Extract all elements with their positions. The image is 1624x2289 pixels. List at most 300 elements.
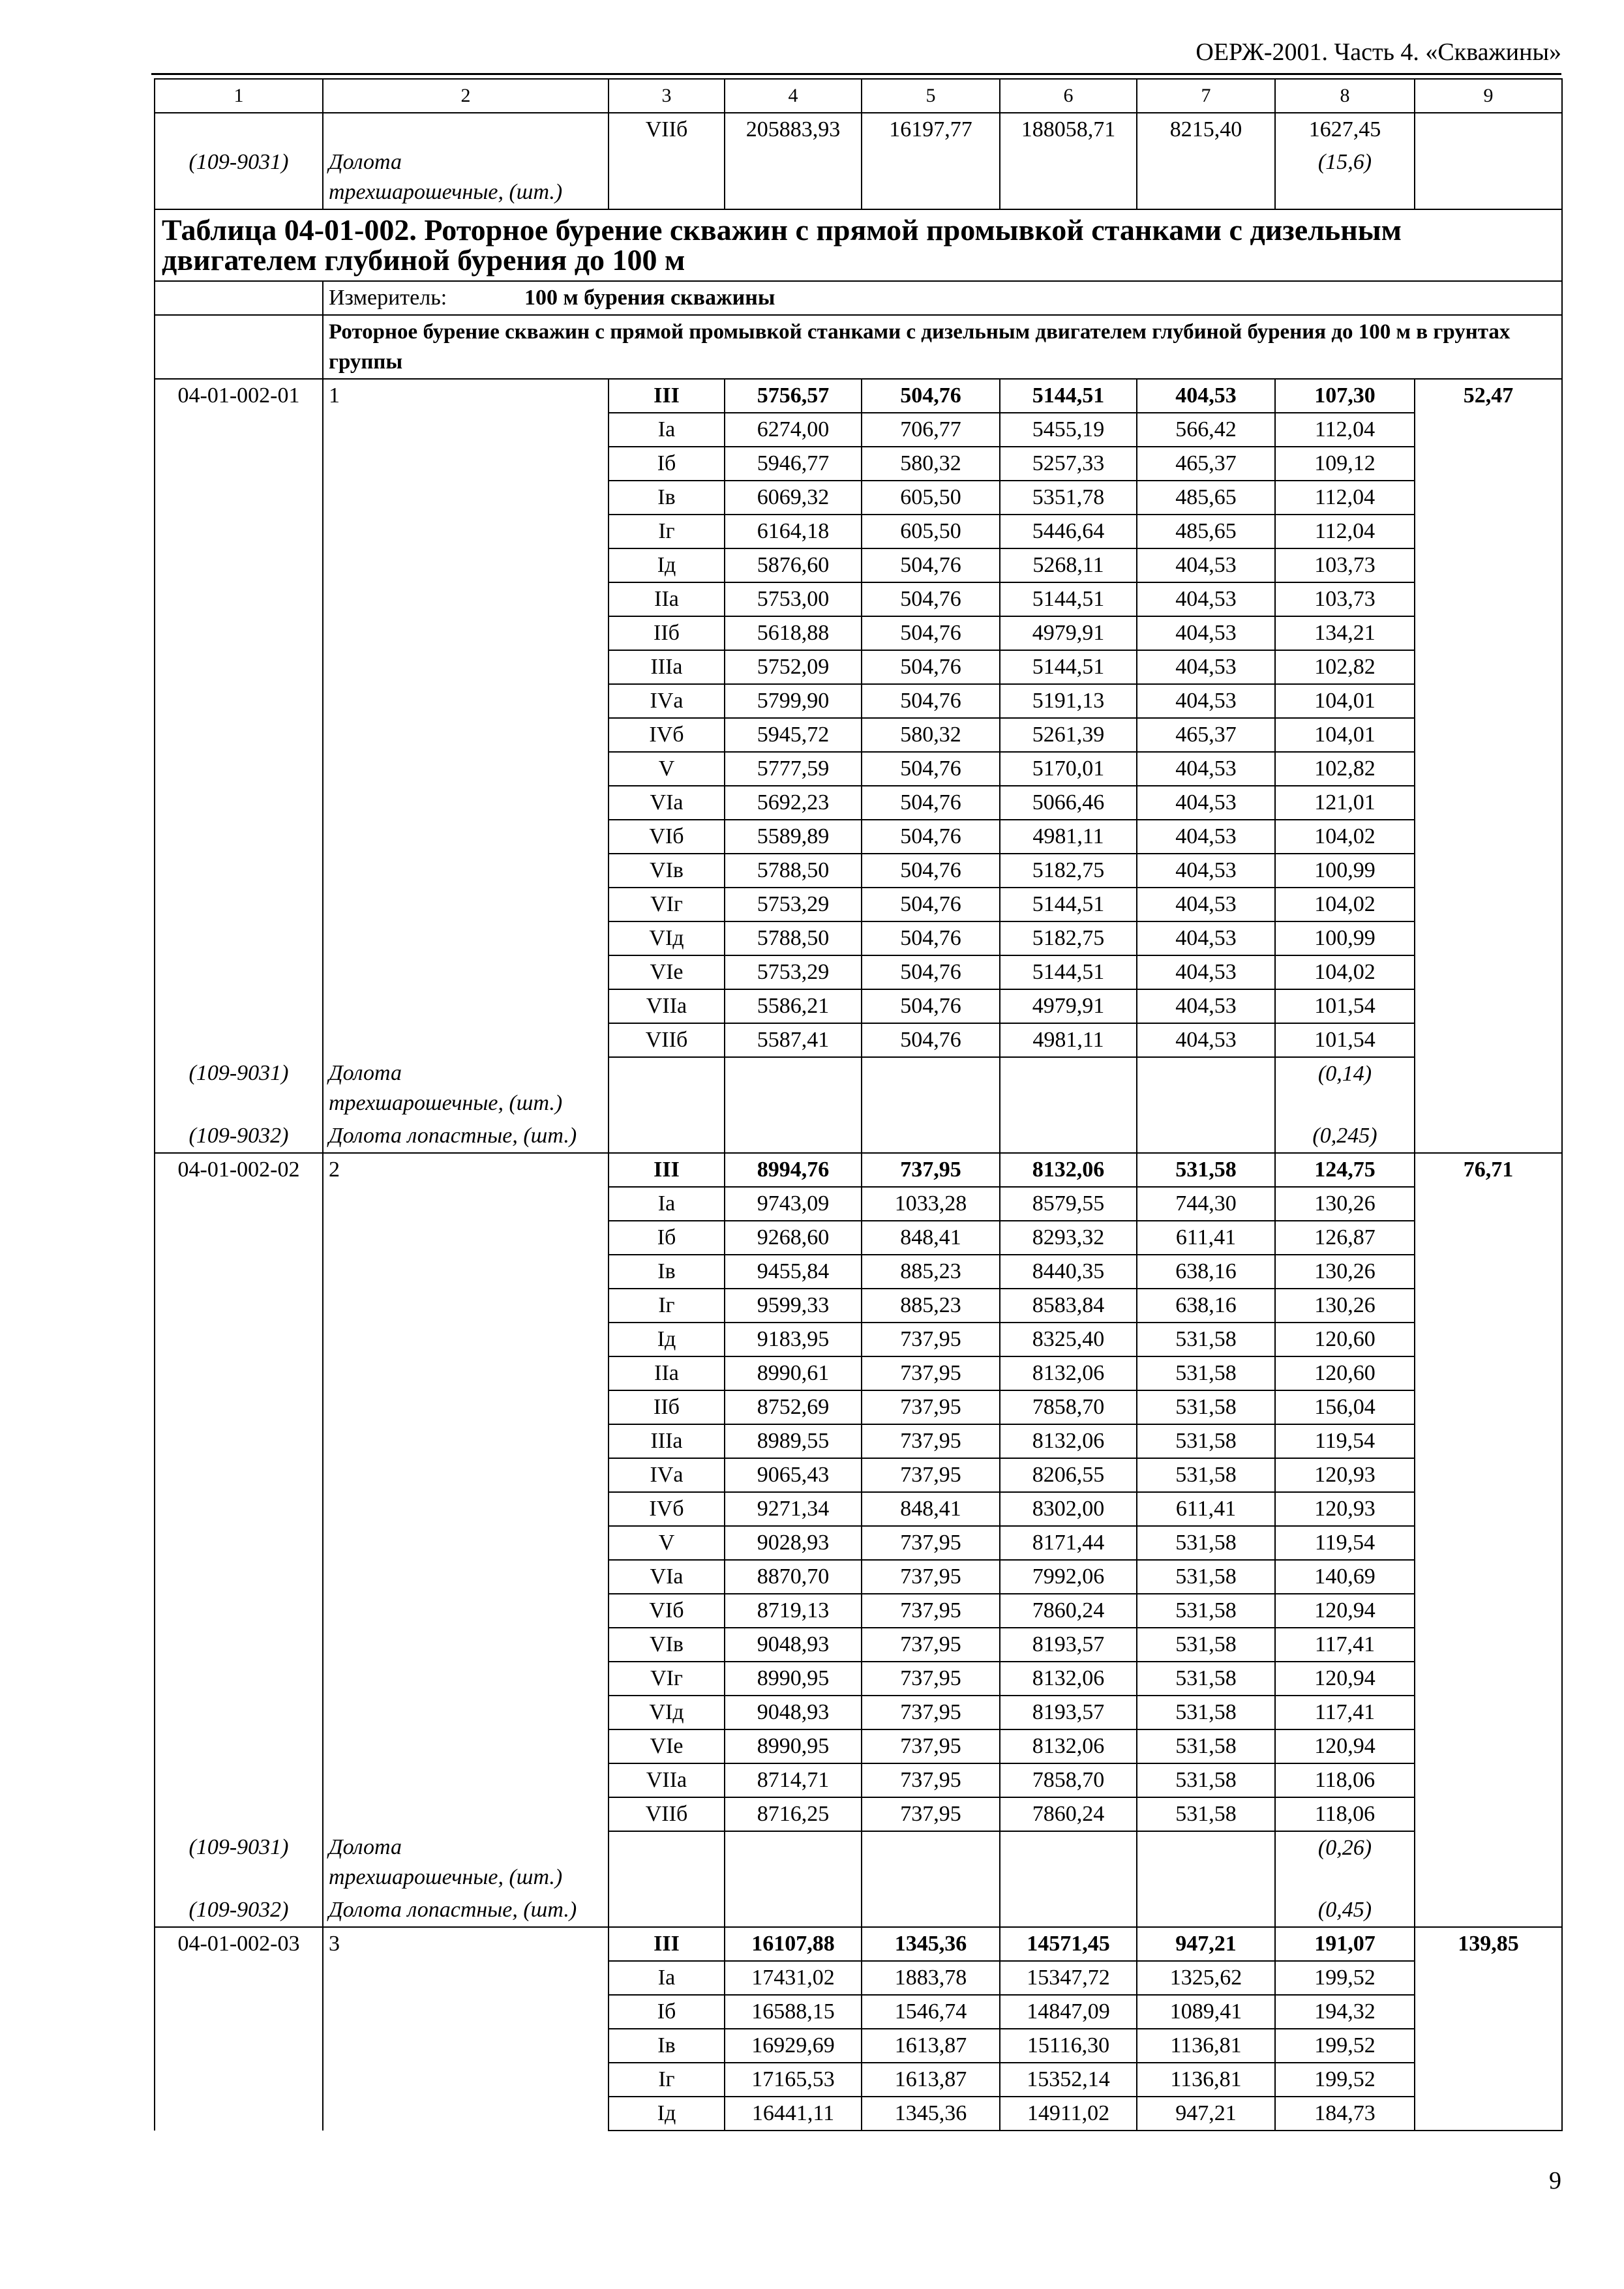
material-name-line2: трехшарошечные, (шт.) [329,180,563,204]
value-cell: 8206,55 [1000,1458,1137,1492]
value-cell: 737,95 [862,1356,1000,1390]
value-cell [1415,146,1562,209]
group-cell: Iв [609,481,725,515]
value-cell: 134,21 [1275,616,1415,650]
value-cell: 5945,72 [725,718,862,752]
value-cell: 737,95 [862,1323,1000,1356]
code-cell [155,989,323,1023]
code-cell [155,854,323,888]
group-cell: III [609,1153,725,1187]
value-cell [1415,113,1562,146]
value-cell: 531,58 [1137,1797,1275,1831]
value-cell: 16441,11 [725,2097,862,2131]
group-cell: Iб [609,1221,725,1255]
value-cell: 112,04 [1275,515,1415,548]
table-row [155,1023,1562,1057]
material-name-line2: трехшарошечные, (шт.) [329,1865,563,1889]
value-cell: 8132,06 [1000,1153,1137,1187]
value-cell: 5753,00 [725,582,862,616]
value-cell: 737,95 [862,1560,1000,1594]
name-cell [323,515,609,548]
group-cell: VIб [609,820,725,854]
col9-cell: 52,47 [1415,379,1562,1153]
value-cell: 638,16 [1137,1255,1275,1289]
value-cell: 8990,61 [725,1356,862,1390]
value-cell [1137,1894,1275,1927]
value-cell: 120,60 [1275,1323,1415,1356]
table-row [155,786,1562,820]
value-cell: 504,76 [862,854,1000,888]
code-cell [155,1662,323,1696]
code-cell: 04-01-002-01 [155,379,323,413]
group-cell: VIIа [609,1763,725,1797]
value-cell: 1033,28 [862,1187,1000,1221]
value-cell: 5144,51 [1000,888,1137,921]
value-cell: 531,58 [1137,1356,1275,1390]
group-cell: IVб [609,718,725,752]
group-cell: VIIб [609,1797,725,1831]
material-row [155,1120,1562,1153]
material-qty: (15,6) [1275,146,1415,209]
value-cell: 15352,14 [1000,2063,1137,2097]
name-cell [323,447,609,481]
table-row [155,1323,1562,1356]
name-cell [323,989,609,1023]
name-cell [323,888,609,921]
value-cell: 5144,51 [1000,582,1137,616]
value-cell: 121,01 [1275,786,1415,820]
name-cell [323,1458,609,1492]
group-cell: V [609,1526,725,1560]
group-cell: VIб [609,1594,725,1628]
value-cell: 156,04 [1275,1390,1415,1424]
norms-table [154,78,1563,2131]
value-cell: 104,02 [1275,888,1415,921]
value-cell: 130,26 [1275,1255,1415,1289]
value-cell: 104,02 [1275,820,1415,854]
value-cell: 485,65 [1137,515,1275,548]
value-cell: 5446,64 [1000,515,1137,548]
table-row [155,921,1562,955]
table-row [155,820,1562,854]
value-cell: 184,73 [1275,2097,1415,2131]
table-row [155,854,1562,888]
value-cell: 580,32 [862,718,1000,752]
value-cell: 531,58 [1137,1526,1275,1560]
value-cell: 104,01 [1275,718,1415,752]
table-row [155,113,1562,146]
value-cell: 205883,93 [725,113,862,146]
name-cell [323,921,609,955]
name-cell [323,1289,609,1323]
column-number: 4 [725,79,862,113]
group-cell: IIа [609,582,725,616]
value-cell: 191,07 [1275,1927,1415,1961]
code-cell [155,1289,323,1323]
value-cell: 5066,46 [1000,786,1137,820]
name-cell [323,548,609,582]
value-cell: 9048,93 [725,1628,862,1662]
group-cell: Iа [609,1187,725,1221]
value-cell: 130,26 [1275,1289,1415,1323]
value-cell: 504,76 [862,921,1000,955]
value-cell: 8716,25 [725,1797,862,1831]
table-row [155,718,1562,752]
value-cell: 120,60 [1275,1356,1415,1390]
value-cell: 504,76 [862,379,1000,413]
code-cell [155,1729,323,1763]
value-cell: 580,32 [862,447,1000,481]
value-cell: 117,41 [1275,1696,1415,1729]
table-row [155,1255,1562,1289]
value-cell: 404,53 [1137,548,1275,582]
table-row [155,616,1562,650]
value-cell: 5618,88 [725,616,862,650]
value-cell: 9268,60 [725,1221,862,1255]
value-cell: 404,53 [1137,921,1275,955]
value-cell: 103,73 [1275,582,1415,616]
value-cell: 8171,44 [1000,1526,1137,1560]
value-cell: 404,53 [1137,582,1275,616]
value-cell: 17431,02 [725,1961,862,1995]
name-cell [323,955,609,989]
table-row [155,888,1562,921]
material-name-line1: Долота [329,1835,402,1859]
name-cell [323,1729,609,1763]
value-cell: 9183,95 [725,1323,862,1356]
value-cell: 16929,69 [725,2029,862,2063]
column-number: 5 [862,79,1000,113]
table-row [155,548,1562,582]
value-cell: 7860,24 [1000,1594,1137,1628]
code-cell [155,718,323,752]
name-cell [323,1323,609,1356]
value-cell: 404,53 [1137,379,1275,413]
value-cell: 504,76 [862,752,1000,786]
group-cell [609,146,725,209]
code-cell [155,1797,323,1831]
name-cell [323,1526,609,1560]
value-cell: 7860,24 [1000,1797,1137,1831]
page-header-title: ОЕРЖ-2001. Часть 4. «Скважины» [1195,38,1561,66]
group-cell: VIг [609,1662,725,1696]
value-cell: 404,53 [1137,955,1275,989]
value-cell: 566,42 [1137,413,1275,447]
value-cell: 5692,23 [725,786,862,820]
value-cell: 9455,84 [725,1255,862,1289]
name-cell [323,1797,609,1831]
group-cell: IIIа [609,650,725,684]
value-cell: 8325,40 [1000,1323,1137,1356]
name-cell [323,752,609,786]
material-row [155,1057,1562,1120]
value-cell: 737,95 [862,1696,1000,1729]
value-cell: 737,95 [862,1153,1000,1187]
value-cell [609,1120,725,1153]
value-cell: 9743,09 [725,1187,862,1221]
value-cell: 531,58 [1137,1153,1275,1187]
value-cell: 531,58 [1137,1560,1275,1594]
code-cell [155,1526,323,1560]
value-cell: 14847,09 [1000,1995,1137,2029]
group-cell: Iд [609,2097,725,2131]
material-name-line1: Долота [329,150,402,174]
code-cell [155,1961,323,1995]
code-cell [155,1458,323,1492]
value-cell: 120,94 [1275,1729,1415,1763]
value-cell: 9271,34 [725,1492,862,1526]
name-cell [323,786,609,820]
table-row [155,1797,1562,1831]
table-row [155,1560,1562,1594]
value-cell: 5788,50 [725,921,862,955]
value-cell: 102,82 [1275,752,1415,786]
name-cell [323,1356,609,1390]
value-cell: 199,52 [1275,2029,1415,2063]
name-cell [323,1492,609,1526]
name-cell [323,413,609,447]
code-cell [155,1628,323,1662]
value-cell: 465,37 [1137,718,1275,752]
value-cell [862,1894,1000,1927]
group-cell: Iв [609,2029,725,2063]
table-title: Таблица 04-01-002. Роторное бурение скважин с прямой промывкой станками с дизельным двигателем глубиной бурения до 100 м [155,209,1562,281]
value-cell: 504,76 [862,650,1000,684]
value-cell: 8752,69 [725,1390,862,1424]
table-row [155,582,1562,616]
group-cell: Iв [609,1255,725,1289]
value-cell: 5756,57 [725,379,862,413]
value-cell: 5777,59 [725,752,862,786]
value-cell: 5261,39 [1000,718,1137,752]
name-cell [323,1255,609,1289]
value-cell: 531,58 [1137,1594,1275,1628]
material-name-line1: Долота [329,1061,402,1085]
value-cell: 109,12 [1275,447,1415,481]
table-row [155,1492,1562,1526]
value-cell: 848,41 [862,1221,1000,1255]
value-cell: 605,50 [862,515,1000,548]
table-row [155,413,1562,447]
code-cell [155,281,323,315]
value-cell: 404,53 [1137,684,1275,718]
value-cell: 5753,29 [725,955,862,989]
table-row [155,515,1562,548]
value-cell: 5257,33 [1000,447,1137,481]
value-cell: 5170,01 [1000,752,1137,786]
subtitle-row [155,315,1562,379]
code-cell [155,1187,323,1221]
value-cell: 504,76 [862,989,1000,1023]
value-cell: 404,53 [1137,854,1275,888]
code-cell [155,888,323,921]
value-cell: 531,58 [1137,1323,1275,1356]
value-cell: 1613,87 [862,2063,1000,2097]
group-cell: VIд [609,921,725,955]
value-cell [1000,1057,1137,1120]
group-cell: Iг [609,2063,725,2097]
name-cell [323,1696,609,1729]
value-cell: 118,06 [1275,1763,1415,1797]
code-cell [155,1696,323,1729]
value-cell: 737,95 [862,1424,1000,1458]
value-cell: 130,26 [1275,1187,1415,1221]
material-name [323,1120,609,1153]
name-cell [323,684,609,718]
table-row [155,1628,1562,1662]
value-cell: 1325,62 [1137,1961,1275,1995]
value-cell: 8714,71 [725,1763,862,1797]
code-cell [155,616,323,650]
value-cell: 737,95 [862,1390,1000,1424]
value-cell: 7858,70 [1000,1763,1137,1797]
code-cell [155,2063,323,2097]
value-cell: 1136,81 [1137,2063,1275,2097]
value-cell [862,146,1000,209]
table-subtitle: Роторное бурение скважин с прямой промывкой станками с дизельным двигателем глубиной бурения до 100 м в грунтах группы [323,315,1562,379]
value-cell: 6274,00 [725,413,862,447]
name-cell [323,1995,609,2029]
name-cell [323,718,609,752]
name-cell [323,650,609,684]
material-code: (109-9031) [155,1057,323,1120]
value-cell: 1136,81 [1137,2029,1275,2063]
name-cell [323,1023,609,1057]
value-cell [725,146,862,209]
group-cell: VIв [609,1628,725,1662]
value-cell: 8994,76 [725,1153,862,1187]
value-cell: 737,95 [862,1797,1000,1831]
value-cell: 404,53 [1137,616,1275,650]
code-cell [155,447,323,481]
name-cell [323,113,609,146]
value-cell: 8193,57 [1000,1696,1137,1729]
value-cell: 7858,70 [1000,1390,1137,1424]
value-cell: 8132,06 [1000,1424,1137,1458]
value-cell: 120,94 [1275,1594,1415,1628]
name-cell [323,616,609,650]
group-cell: VIа [609,786,725,820]
value-cell: 5752,09 [725,650,862,684]
value-cell: 9048,93 [725,1696,862,1729]
table-row [155,1187,1562,1221]
value-cell: 5586,21 [725,989,862,1023]
measure-cell [323,281,1562,315]
value-cell: 199,52 [1275,2063,1415,2097]
value-cell: 611,41 [1137,1492,1275,1526]
value-cell: 119,54 [1275,1526,1415,1560]
value-cell: 1546,74 [862,1995,1000,2029]
value-cell: 16588,15 [725,1995,862,2029]
group-cell: Iа [609,1961,725,1995]
value-cell [725,1894,862,1927]
value-cell: 404,53 [1137,650,1275,684]
value-cell: 8990,95 [725,1662,862,1696]
group-cell: VIIб [609,1023,725,1057]
value-cell: 104,01 [1275,684,1415,718]
value-cell: 1627,45 [1275,113,1415,146]
code-cell [155,481,323,515]
value-cell: 5351,78 [1000,481,1137,515]
value-cell: 947,21 [1137,1927,1275,1961]
value-cell: 531,58 [1137,1729,1275,1763]
value-cell [609,1831,725,1894]
value-cell: 737,95 [862,1628,1000,1662]
value-cell: 14911,02 [1000,2097,1137,2131]
material-name [323,146,609,209]
value-cell [862,1831,1000,1894]
value-cell: 4981,11 [1000,820,1137,854]
value-cell: 5144,51 [1000,650,1137,684]
table-row [155,1221,1562,1255]
value-cell: 737,95 [862,1526,1000,1560]
measure-value: 100 м бурения скважины [524,286,775,310]
col9-cell: 139,85 [1415,1927,1562,2131]
value-cell: 107,30 [1275,379,1415,413]
value-cell: 8132,06 [1000,1729,1137,1763]
table-row-main [155,379,1562,413]
group-cell: III [609,379,725,413]
table-row [155,684,1562,718]
name-cell [323,582,609,616]
value-cell: 504,76 [862,616,1000,650]
group-number-cell: 1 [323,379,609,413]
code-cell [155,2029,323,2063]
table-row [155,650,1562,684]
value-cell [725,1831,862,1894]
table-row [155,1995,1562,2029]
table-body [155,79,1562,2131]
group-number-cell: 2 [323,1153,609,1187]
group-cell: VIе [609,955,725,989]
name-cell [323,820,609,854]
code-cell [155,1323,323,1356]
value-cell: 140,69 [1275,1560,1415,1594]
value-cell: 504,76 [862,684,1000,718]
value-cell: 5182,75 [1000,921,1137,955]
code-cell [155,2097,323,2131]
table-row-main [155,1153,1562,1187]
value-cell: 531,58 [1137,1662,1275,1696]
value-cell [862,1120,1000,1153]
value-cell: 531,58 [1137,1424,1275,1458]
value-cell: 504,76 [862,582,1000,616]
value-cell [1000,146,1137,209]
column-number: 8 [1275,79,1415,113]
name-cell [323,1662,609,1696]
code-cell [155,650,323,684]
value-cell [1137,1057,1275,1120]
value-cell: 5144,51 [1000,379,1137,413]
code-cell [155,1356,323,1390]
value-cell [862,1057,1000,1120]
code-cell [155,1995,323,2029]
value-cell [725,1120,862,1153]
group-cell: VIв [609,854,725,888]
material-qty: (0,45) [1275,1894,1415,1927]
group-cell: VIа [609,1560,725,1594]
code-cell [155,752,323,786]
table-row [155,1424,1562,1458]
value-cell: 16197,77 [862,113,1000,146]
code-cell: 04-01-002-02 [155,1153,323,1187]
value-cell: 885,23 [862,1289,1000,1323]
table-row [155,1729,1562,1763]
code-cell [155,1560,323,1594]
value-cell [1137,1120,1275,1153]
value-cell: 848,41 [862,1492,1000,1526]
name-cell [323,1390,609,1424]
